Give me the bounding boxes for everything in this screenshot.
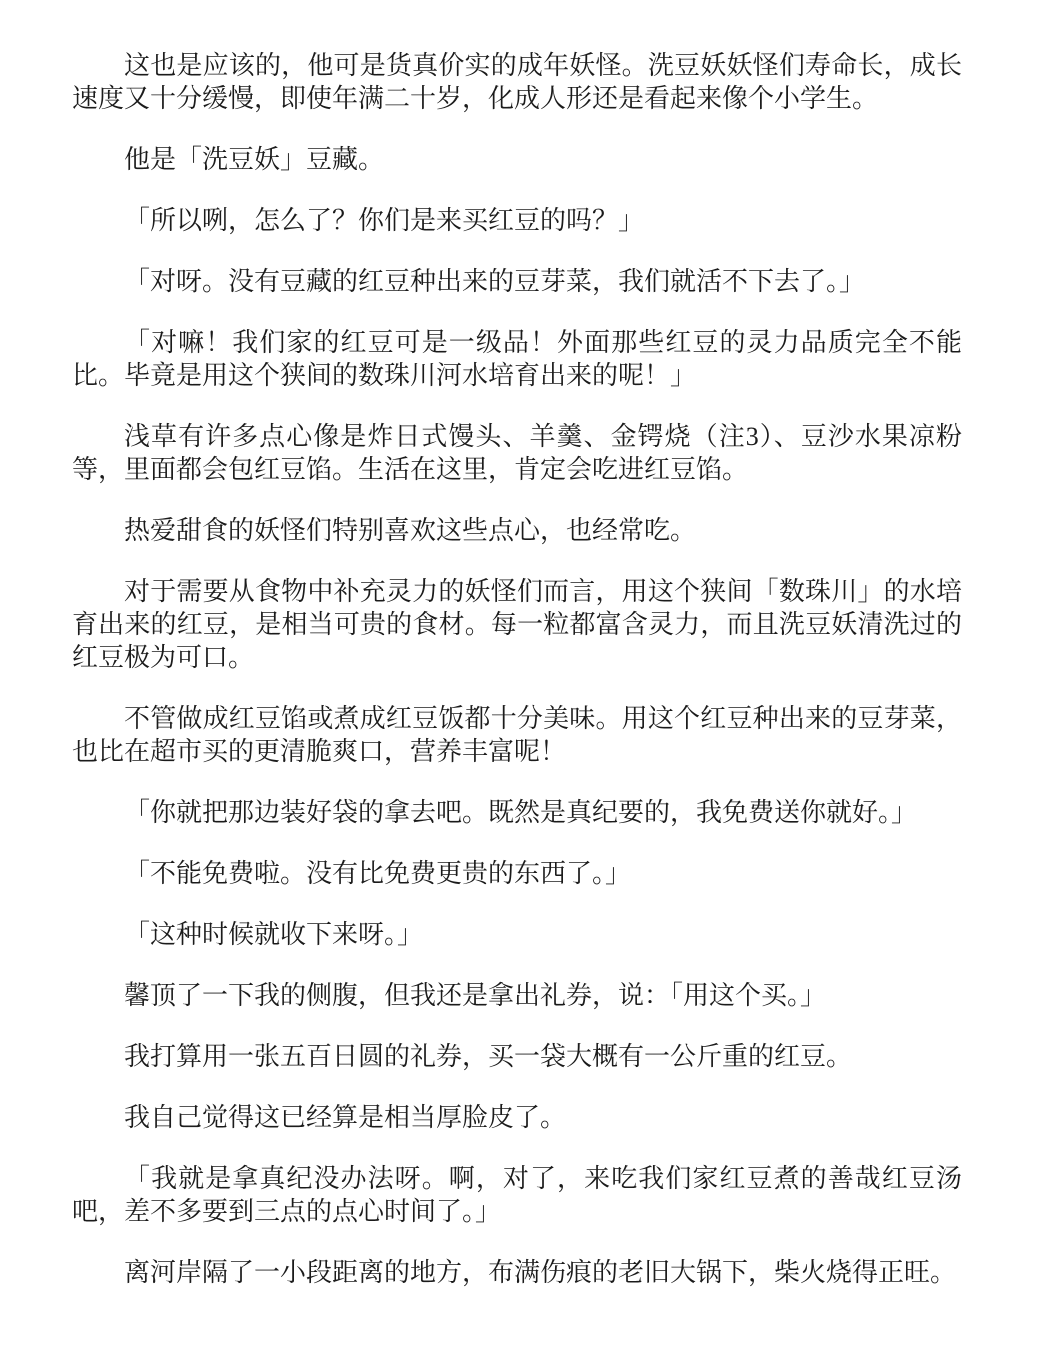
paragraph: 不管做成红豆馅或煮成红豆饭都十分美味。用这个红豆种出来的豆芽菜，也比在超市买的更清脆爽口，营养丰富呢！ xyxy=(72,704,962,766)
paragraph: 浅草有许多点心像是炸日式馒头、羊羹、金锷烧（注3）、豆沙水果凉粉等，里面都会包红豆馅。生活在这里，肯定会吃进红豆馅。 xyxy=(72,422,962,484)
paragraph: 我打算用一张五百日圆的礼券，买一袋大概有一公斤重的红豆。 xyxy=(124,1042,853,1071)
paragraph: 「对嘛！我们家的红豆可是一级品！外面那些红豆的灵力品质完全不能比。毕竟是用这个狭间的数珠川河水培育出来的呢！」 xyxy=(72,328,962,390)
paragraph: 他是「洗豆妖」豆藏。 xyxy=(124,145,385,174)
paragraph: 离河岸隔了一小段距离的地方，布满伤痕的老旧大锅下，柴火烧得正旺。 xyxy=(124,1258,957,1287)
paragraph: 「这种时候就收下来呀。」 xyxy=(124,920,424,949)
paragraph: 「不能免费啦。没有比免费更贵的东西了。」 xyxy=(124,859,632,888)
paragraph: 热爱甜食的妖怪们特别喜欢这些点心，也经常吃。 xyxy=(124,516,697,545)
paragraph: 「所以咧，怎么了？你们是来买红豆的吗？」 xyxy=(124,206,645,235)
paragraph: 馨顶了一下我的侧腹，但我还是拿出礼券，说：「用这个买。」 xyxy=(124,981,827,1010)
paragraph: 这也是应该的，他可是货真价实的成年妖怪。洗豆妖妖怪们寿命长，成长速度又十分缓慢，即使年满二十岁，化成人形还是看起来像个小学生。 xyxy=(72,51,962,113)
paragraph: 「我就是拿真纪没办法呀。啊，对了，来吃我们家红豆煮的善哉红豆汤吧，差不多要到三点的点心时间了。」 xyxy=(72,1164,962,1226)
paragraph: 我自己觉得这已经算是相当厚脸皮了。 xyxy=(124,1103,567,1132)
paragraph: 「你就把那边装好袋的拿去吧。既然是真纪要的，我免费送你就好。」 xyxy=(124,798,918,827)
paragraph: 「对呀。没有豆藏的红豆种出来的豆芽菜，我们就活不下去了。」 xyxy=(124,267,866,296)
paragraph: 对于需要从食物中补充灵力的妖怪们而言，用这个狭间「数珠川」的水培育出来的红豆，是相当可贵的食材。每一粒都富含灵力，而且洗豆妖清洗过的红豆极为可口。 xyxy=(72,577,962,672)
